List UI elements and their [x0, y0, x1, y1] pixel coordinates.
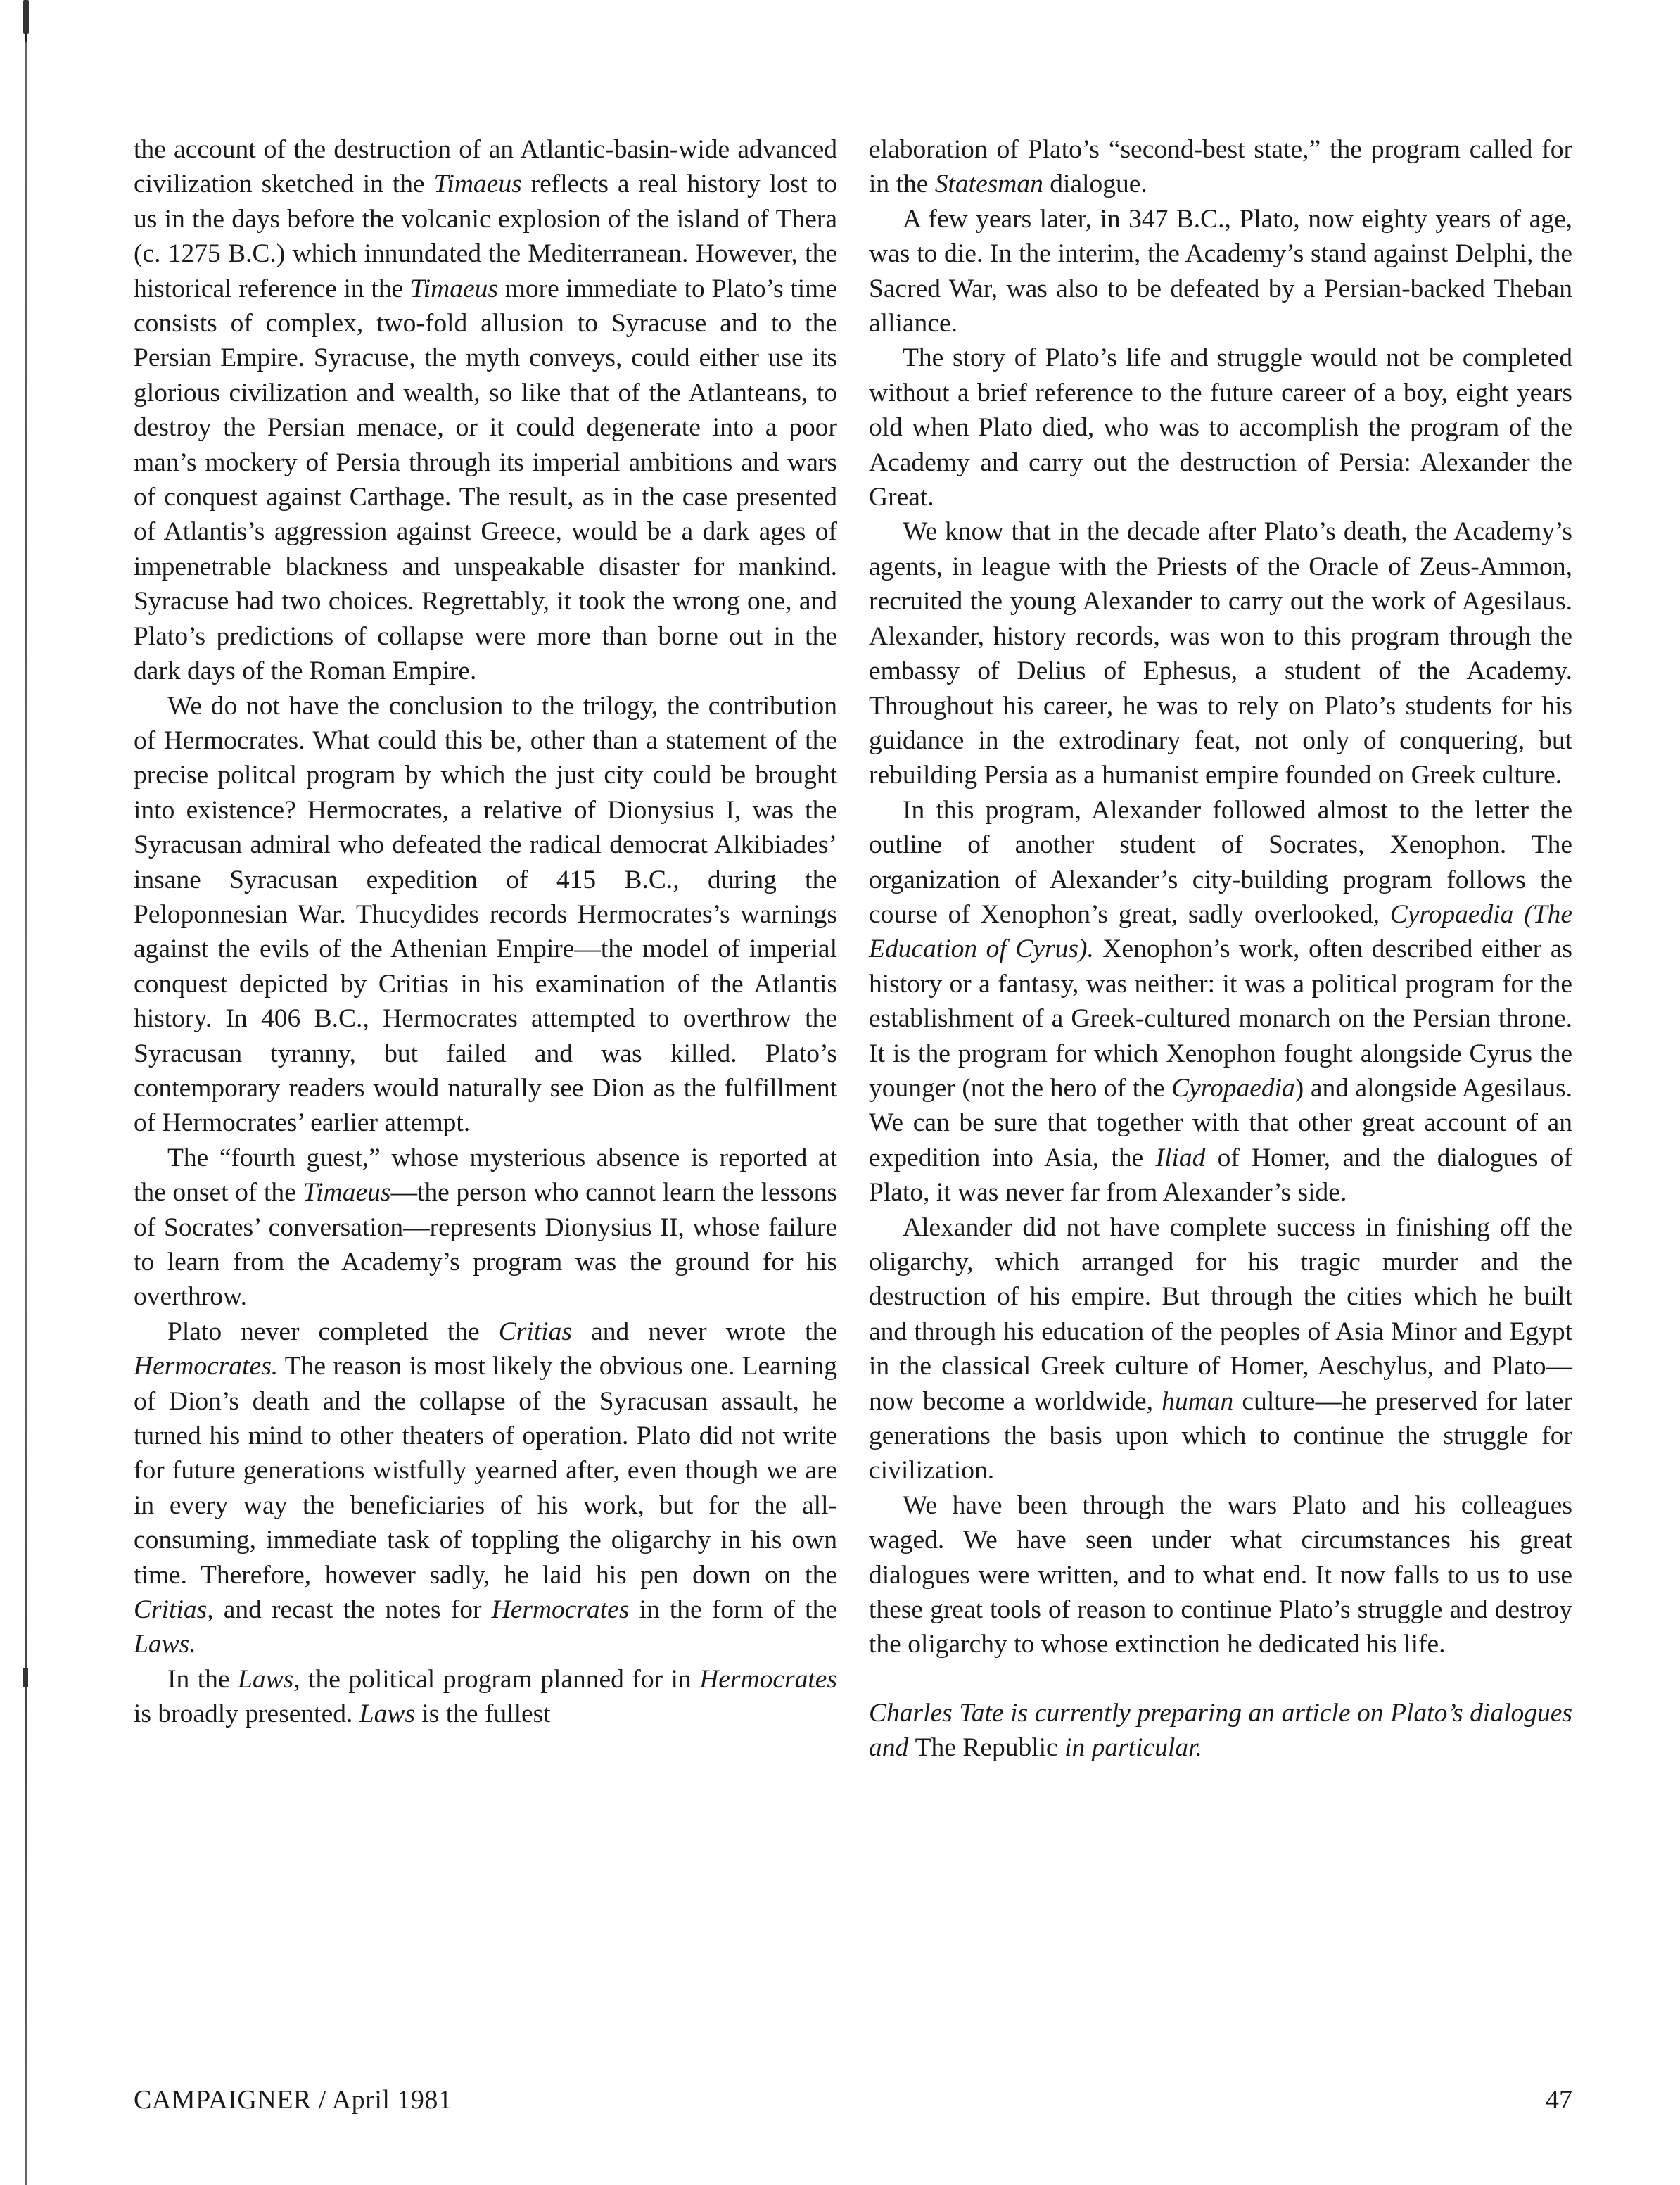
italic-text: Cyropaedia — [1171, 1073, 1295, 1103]
text-run: the account of the destruction of an Atlantic-basin-wide advanced civilization sketched in the — [134, 135, 837, 199]
text-run: culture—he preserved for later generations the basis upon which to continue the struggle for civilization. — [869, 1386, 1572, 1486]
text-run: A few years later, in 347 B.C., Plato, now eighty years of age, was to die. In the interim, the Academy’s stand against Delphi, the Sacred War, was also to be defeated by a Persian-backed Theban alliance. — [869, 204, 1572, 338]
italic-text: Iliad — [1155, 1143, 1206, 1172]
italic-text: Critias — [498, 1317, 572, 1346]
paragraph — [869, 202, 1572, 341]
italic-text: Hermocrates — [491, 1595, 630, 1625]
italic-text: Critias, — [134, 1595, 214, 1625]
italic-text: Timaeus — [433, 170, 522, 199]
text-run: in particular. — [1057, 1733, 1202, 1763]
italic-text: Timaeus — [303, 1178, 391, 1208]
text-run: reflects a real history lost to us in the days before the volcanic explosion of the island of Thera (c. 1275 B.C.) which innundated the Mediterranean. However, the historical reference in the — [134, 170, 838, 303]
text-run: Plato never completed the — [167, 1317, 499, 1346]
italic-text: Laws. — [134, 1630, 196, 1659]
text-run: The reason is most likely the obvious one. Learning of Dion’s death and the collapse of the Syracusan assault, he turned his mind to other theaters of operation. Plato did not write for future generations wistfully yearned after, even though we are in every way the beneficiaries of his work, but for the all-consuming, immediate task of toppling the oligarchy in his own time. Therefore, however sadly, he laid his pen down on the — [134, 1352, 837, 1590]
text-run: in the form of the — [629, 1595, 837, 1625]
text-run: elaboration of Plato’s “second-best state,” the program called for in the — [869, 135, 1572, 199]
binding-speck — [23, 1668, 28, 1687]
paragraph — [134, 132, 837, 689]
author-note — [869, 1696, 1572, 1766]
text-run: more immediate to Plato’s time consists of complex, two-fold allusion to Syracuse and to the Persian Empire. Syracuse, the myth conveys, could either use its glorious civilization and wealth, so like that of the Atlanteans, to destroy the Persian menace, or it could degenerate into a poor man’s mockery of Persia through its imperial ambitions and wars of conquest against Carthage. The result, as in the case presented of Atlantis’s aggression against Greece, would be a dark ages of impenetrable blackness and unspeakable disaster for mankind. Syracuse had two choices. Regrettably, it took the wrong one, and Plato’s predictions of collapse were more than borne out in the dark days of the Roman Empire. — [134, 274, 837, 686]
italic-text: Cyropaedia (The Education of Cyrus). — [869, 899, 1572, 964]
left-column — [134, 132, 837, 1732]
italic-text: Statesman — [934, 170, 1043, 199]
text-run: dialogue. — [1043, 170, 1147, 199]
text-run: and never wrote the — [571, 1317, 837, 1346]
text-run: We know that in the decade after Plato’s death, the Academy’s agents, in league with the Priests of the Oracle of Zeus-Ammon, recruited the young Alexander to carry out the work of Agesilaus. Alexander, history records, was won to this program through the embassy of Delius of Ephesus, a student of the Academy. Throughout his career, he was to rely on Plato’s students for his guidance in the extrodinary feat, not only of conquering, but rebuilding Persia as a humanist empire founded on Greek culture. — [869, 517, 1572, 790]
binding-speck — [23, 0, 29, 34]
text-run: The story of Plato’s life and struggle would not be completed without a brief reference to the future career of a boy, eight years old when Plato died, who was to accomplish the program of the Academy and carry out the destruction of Persia: Alexander the Great. — [869, 343, 1572, 512]
text-run: In the — [167, 1664, 238, 1694]
italic-text: Hermocrates. — [134, 1352, 279, 1381]
paragraph — [869, 514, 1572, 792]
italic-text: Laws — [359, 1699, 415, 1729]
text-run: is broadly presented. — [134, 1699, 359, 1729]
text-run: ) and alongside Agesilaus. We can be sure that together with that other great account of an expedition into Asia, the — [869, 1073, 1572, 1172]
text-run: We have been through the wars Plato and his colleagues waged. We have seen under what circumstances his great dialogues were written, and to what end. It now falls to us to use these great tools of reason to continue Plato’s struggle and destroy the oligarchy to whose extinction he dedicated his life. — [869, 1490, 1572, 1659]
paragraph — [134, 1141, 837, 1315]
paragraph — [869, 1488, 1572, 1662]
italic-text: human — [1162, 1386, 1234, 1416]
text-run: Alexander did not have complete success in finishing off the oligarchy, which arranged for his tragic murder and the destruction of his empire. But through the cities which he built and through his education of the peoples of Asia Minor and Egypt in the classical Greek culture of Homer, Aeschylus, and Plato—now become a worldwide, — [869, 1212, 1572, 1416]
paragraph — [869, 341, 1572, 514]
paragraph — [869, 793, 1572, 1210]
paragraph — [869, 132, 1572, 202]
paragraph — [134, 1662, 837, 1732]
text-run: is the fullest — [414, 1699, 551, 1729]
book-title: The Republic — [915, 1733, 1058, 1763]
italic-text: Hermocrates — [699, 1664, 837, 1694]
text-run: Charles Tate is currently preparing an article on Plato’s dialogues and — [869, 1698, 1572, 1763]
paragraph — [134, 689, 837, 1141]
text-run: of Homer, and the dialogues of Plato, it was never far from Alexander’s side. — [869, 1143, 1572, 1208]
paragraph — [869, 1210, 1572, 1488]
paragraph — [134, 1315, 837, 1662]
text-run: In this program, Alexander followed almost to the letter the outline of another student of Socrates, Xenophon. The organization of Alexander’s city-building program follows the course of Xenophon’s great, sadly overlooked, — [869, 795, 1572, 929]
binding-edge — [25, 0, 27, 2185]
italic-text: Timaeus — [409, 274, 498, 303]
italic-text: Laws, — [238, 1664, 300, 1694]
text-run: We do not have the conclusion to the trilogy, the contribution of Hermocrates. What could this be, other than a statement of the precise politcal program by which the just city could be brought into existence? Hermocrates, a relative of Dionysius I, was the Syracusan admiral who defeated the radical democrat Alkibiades’ insane Syracusan expedition of 415 B.C., during the Peloponnesian War. Thucydides records Hermocrates’s warnings against the evils of the Athenian Empire—the model of imperial conquest depicted by Critias in his examination of the Atlantis history. In 406 B.C., Hermocrates attempted to overthrow the Syracusan tyranny, but failed and was killed. Plato’s contemporary readers would naturally see Dion as the fulfillment of Hermocrates’ earlier attempt. — [134, 691, 837, 1138]
right-column — [869, 132, 1572, 1766]
text-run: —the person who cannot learn the lessons of Socrates’ conversation—represents Dionysius II, whose failure to learn from the Academy’s program was the ground for his overthrow. — [134, 1178, 837, 1312]
page-number: 47 — [1546, 2085, 1572, 2115]
text-run: The “fourth guest,” whose mysterious absence is reported at the onset of the — [134, 1143, 837, 1208]
text-run: Xenophon’s work, often described either as history or a fantasy, was neither: it was a political program for the establishment of a Greek-cultured monarch on the Persian throne. It is the program for which Xenophon fought alongside Cyrus the younger (not the hero of the — [869, 935, 1572, 1103]
text-run: and recast the notes for — [213, 1595, 492, 1625]
text-run: the political program planned for in — [300, 1664, 700, 1694]
publication-footer: CAMPAIGNER / April 1981 — [134, 2085, 452, 2115]
